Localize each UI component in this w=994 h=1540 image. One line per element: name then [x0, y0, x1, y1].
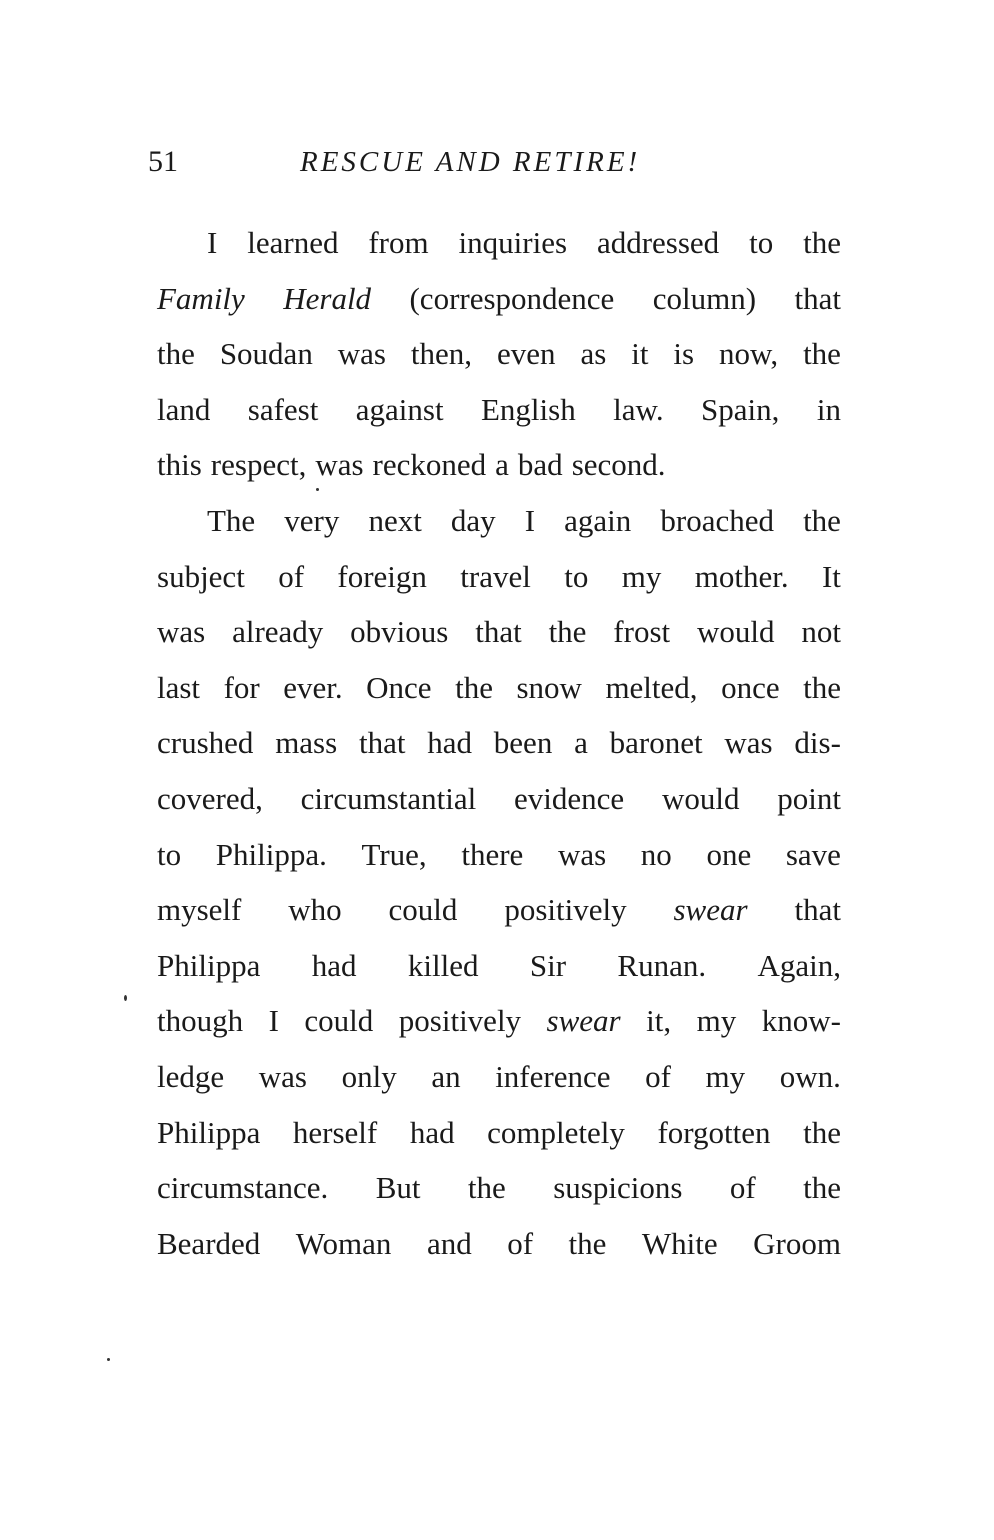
running-head [148, 142, 848, 182]
text-line: subject of foreign travel to my mother. It [157, 558, 841, 594]
text-line: the Soudan was then, even as it is now, the [157, 336, 841, 372]
speck-mark [124, 995, 127, 1001]
text-line: ledge was only an inference of my own. [157, 1058, 841, 1094]
text-line: Philippa had killed Sir Runan. Again, [157, 947, 841, 983]
text-line: crushed mass that had been a baronet was dis- [157, 725, 841, 761]
text-line: myself who could positively swear that [157, 892, 841, 928]
text-line: this respect, was reckoned a bad second. [157, 447, 666, 483]
text-line: covered, circumstantial evidence would point [157, 780, 841, 816]
text-line: was already obvious that the frost would not [157, 614, 841, 650]
text-line: Bearded Woman and of the White Groom [157, 1225, 841, 1261]
text-line: I learned from inquiries addressed to the [207, 225, 841, 260]
paragraph [157, 215, 841, 493]
text-line: The very next day I again broached the [207, 502, 841, 538]
running-title: RESCUE AND RETIRE! [300, 146, 641, 178]
body-text [157, 215, 841, 1271]
text-line: Philippa herself had completely forgotten the [157, 1114, 841, 1150]
text-line: to Philippa. True, there was no one save [157, 836, 841, 872]
text-line: last for ever. Once the snow melted, once the [157, 669, 841, 705]
text-line: circumstance. But the suspicions of the [157, 1170, 841, 1206]
speck-mark [107, 1358, 110, 1361]
page-number: 51 [148, 145, 178, 178]
speck-mark [316, 488, 319, 491]
text-line: land safest against English law. Spain, in [157, 391, 841, 427]
paragraph [157, 493, 841, 1271]
text-line: though I could positively swear it, my know- [157, 1003, 841, 1039]
text-line: Family Herald (correspondence column) that [157, 280, 841, 316]
